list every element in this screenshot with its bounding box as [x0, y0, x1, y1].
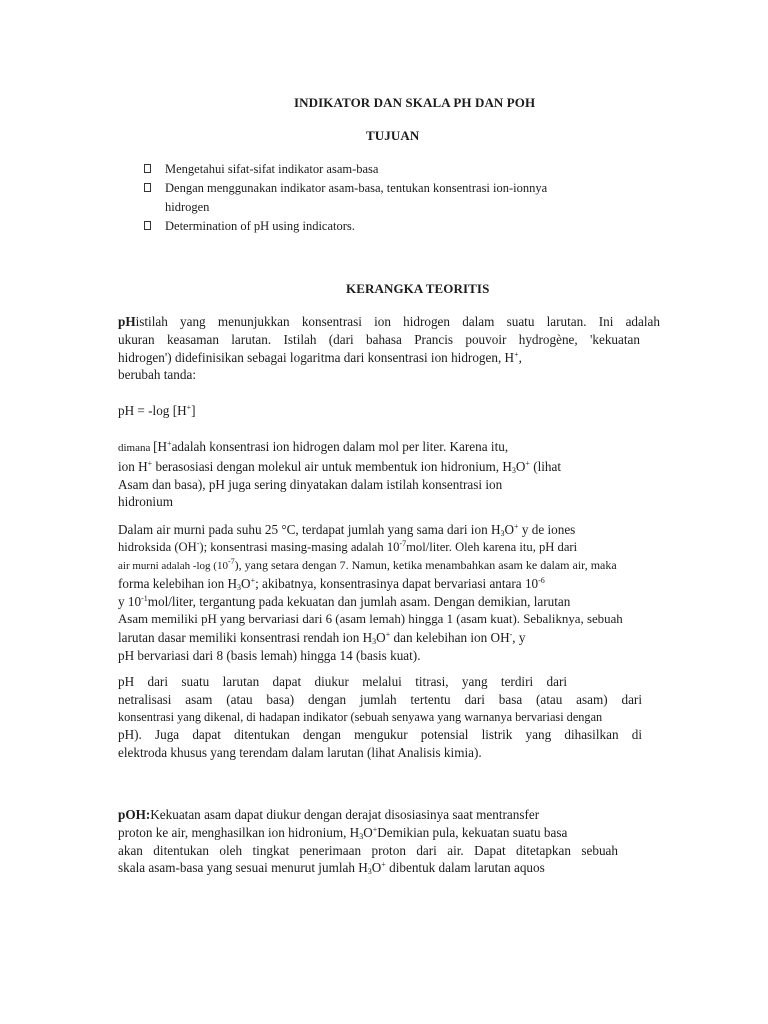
paragraph-hydrogen-ion: dimana [H+adalah konsentrasi ion hidrogen dalam mol per liter. Karena itu, ion H+ berasosiasi dengan molekul air untuk membentuk ion hidronium, $H_3O^+$ (lihat Asam dan basa), pH juga sering dinyatakan dalam istilah konsentrasi ion hidronium: [118, 439, 562, 510]
paragraph-ph-definition: pHistilah yang menunjukkan konsentrasi ion hidrogen dalam suatu larutan. Ini adalah ukuran keasaman larutan. Istilah (dari bahasa Prancis pouvoir hydrogène, 'kekuatan hidrogen') didefinisikan sebagai logaritma dari konsentrasi ion hidrogen, H+, berubah tanda:: [118, 314, 660, 383]
paragraph-titration: pH dari suatu larutan dapat diukur melalui titrasi, yang terdiri dari netralisasi asam (atau basa) dengan jumlah tertentu dari basa (atau asam) dari konsentrasi yang dikenal, di hadapan indikator (sebuah senyawa yang warnanya bervariasi dengan pH). Juga dapat ditentukan dengan mengukur potensial listrik yang dihasilkan di elektroda khusus yang terendam dalam larutan (lihat Analisis kimia).: [118, 674, 642, 761]
goals-heading: TUJUAN: [366, 128, 420, 143]
bullet-icon: [144, 221, 151, 230]
ph-formula: pH = -log [H+]: [118, 403, 196, 418]
bullet-icon: [144, 164, 151, 173]
list-item-continuation: hidrogen: [165, 200, 210, 214]
bullet-icon: [144, 183, 151, 192]
paragraph-poh: pOH:Kekuatan asam dapat diukur dengan derajat disosiasinya saat mentransfer proton ke air, menghasilkan ion hidronium, $H_3O^+Demikian$ pula, kekuatan suatu basa akan ditentukan oleh tingkat penerimaan proton dari air. Dapat ditetapkan sebuah skala asam-basa yang sesuai menurut jumlah $H_3O^+$ dibentuk dalam larutan aquos: [118, 807, 618, 877]
list-item: Determination of pH using indicators.: [144, 217, 624, 236]
term-ph: pH: [118, 314, 136, 329]
goals-list: [144, 160, 624, 236]
paragraph-pure-water: Dalam air murni pada suhu 25 °C, terdapat jumlah yang sama dari ion $H_3O^+$ y de iones hidroksida (OH-); konsentrasi masing-masing adalah $10^{-7}mol$/liter. Oleh karena itu, pH dari air murni adalah -log $(10^{-7})$, yang setara dengan 7. Namun, ketika menambahkan asam ke dalam air, maka forma kelebihan ion $H_3O^+$; akibatnya, konsentrasinya dapat bervariasi antara $10^{-6}$ y $10^{-1}mol$/liter, tergantung pada kekuatan dan jumlah asam. Dengan demikian, larutan Asam memiliki pH yang bervariasi dari 6 (asam lemah) hingga 1 (asam kuat). Sebaliknya, sebuah larutan dasar memiliki konsentrasi rendah ion $H_3O^+$ dan kelebihan ion OH-, y pH bervariasi dari 8 (basis lemah) hingga 14 (basis kuat).: [118, 522, 623, 663]
term-poh: pOH:: [118, 807, 151, 822]
list-item: Mengetahui sifat-sifat indikator asam-basa: [144, 160, 624, 179]
theory-heading: KERANGKA TEORITIS: [346, 281, 490, 296]
document-title: INDIKATOR DAN SKALA PH DAN POH: [294, 95, 536, 110]
list-item: Dengan menggunakan indikator asam-basa, tentukan konsentrasi ion-ionnya: [144, 179, 624, 198]
